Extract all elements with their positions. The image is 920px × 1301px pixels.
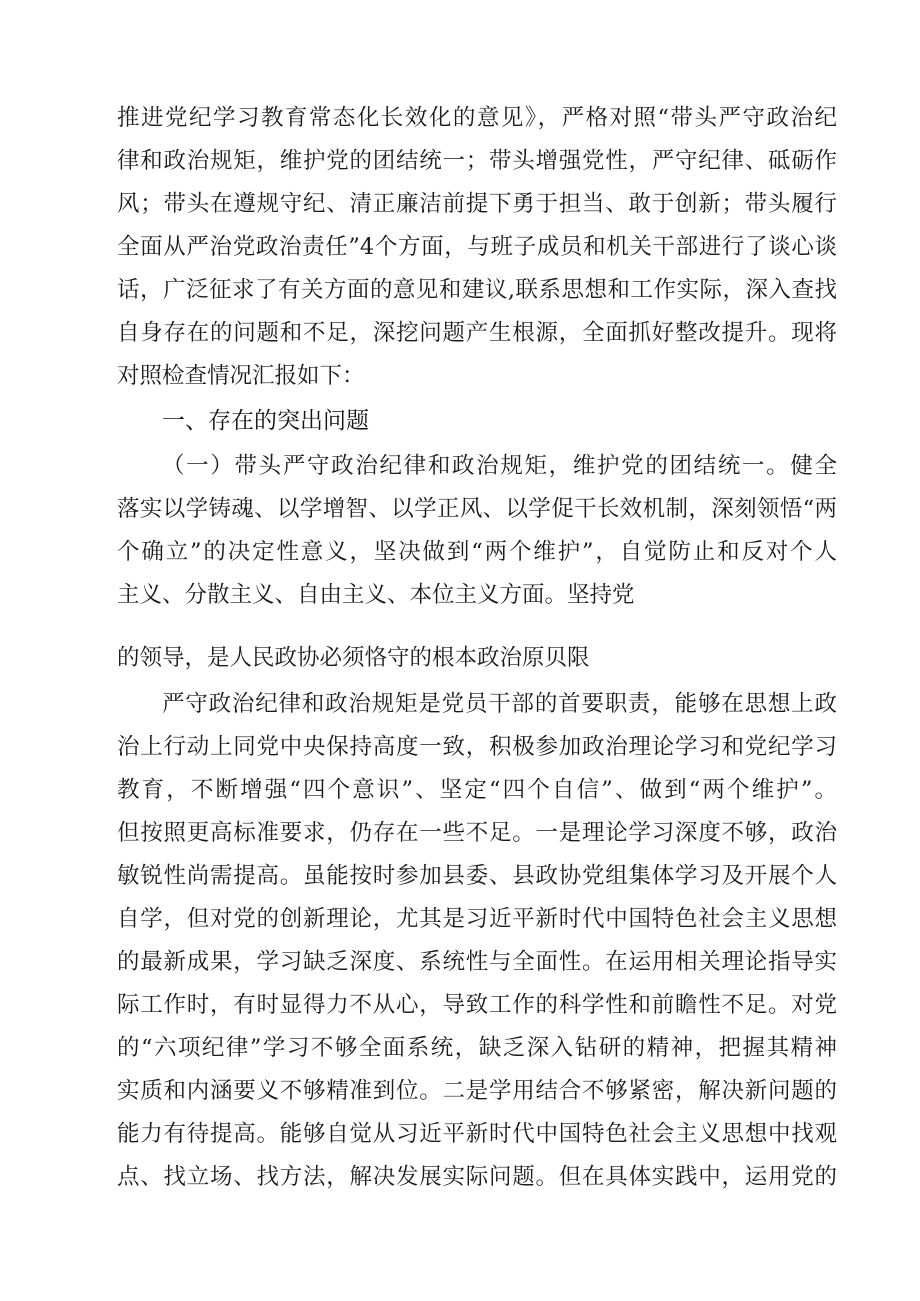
subsection-line-3: 个确立”的决定性意义，坚决做到“两个维护”，自觉防止和反对个人 <box>117 539 837 565</box>
intro-line-7: 对照检查情况汇报如下： <box>117 363 365 389</box>
subsection-line-1: （一）带头严守政治纪律和政治规矩，维护党的团结统一。健全 <box>162 453 837 479</box>
intro-line-4: 全面从严治党政治责任”4个方面，与班子成员和机关干部进行了谈心谈 <box>117 234 837 260</box>
body-line-10: 实质和内涵要义不够精准到位。二是学用结合不够紧密，解决新问题的 <box>117 1078 837 1104</box>
subsection-line-2: 落实以学铸魂、以学增智、以学正风、以学促干长效机制，深刻领悟“两 <box>117 496 837 522</box>
body-line-9: 的“六项纪律”学习不够全面系统，缺乏深入钻研的精神，把握其精神 <box>117 1035 837 1061</box>
body-line-4: 但按照更高标准要求，仍存在一些不足。一是理论学习深度不够，政治 <box>117 820 837 846</box>
body-line-7: 的最新成果，学习缺乏深度、系统性与全面性。在运用相关理论指导实 <box>117 949 837 975</box>
intro-line-3: 风；带头在遵规守纪、清正廉洁前提下勇于担当、敢于创新；带头履行 <box>117 191 837 217</box>
intro-line-6: 自身存在的问题和不足，深挖问题产生根源，全面抓好整改提升。现将 <box>117 320 837 346</box>
gap-line-1: 的领导，是人民政协必须恪守的根本政治原贝限 <box>117 645 590 671</box>
body-line-3: 教育，不断增强“四个意识”、坚定“四个自信”、做到“两个维护”。 <box>117 777 837 803</box>
body-line-1: 严守政治纪律和政治规矩是党员干部的首要职责，能够在思想上政 <box>162 691 837 717</box>
body-line-6: 自学，但对党的创新理论，尤其是习近平新时代中国特色社会主义思想 <box>117 906 837 932</box>
body-line-8: 际工作时，有时显得力不从心，导致工作的科学性和前瞻性不足。对党 <box>117 992 837 1018</box>
body-line-5: 敏锐性尚需提高。虽能按时参加县委、县政协党组集体学习及开展个人 <box>117 863 837 889</box>
body-line-2: 治上行动上同党中央保持高度一致，积极参加政治理论学习和党纪学习 <box>117 734 837 760</box>
body-line-12: 点、找立场、找方法，解决发展实际问题。但在具体实践中，运用党的 <box>117 1164 837 1190</box>
body-line-11: 能力有待提高。能够自觉从习近平新时代中国特色社会主义思想中找观 <box>117 1121 837 1147</box>
intro-line-2: 律和政治规矩，维护党的团结统一；带头增强党性，严守纪律、砥砺作 <box>117 148 837 174</box>
intro-line-5: 话，广泛征求了有关方面的意见和建议,联系思想和工作实际，深入查找 <box>117 277 837 303</box>
subsection-line-4: 主义、分散主义、自由主义、本位主义方面。坚持党 <box>117 582 635 608</box>
section-heading: 一、存在的突出问题 <box>162 408 369 434</box>
intro-line-1: 推进党纪学习教育常态化长效化的意见》，严格对照“带头严守政治纪 <box>117 105 837 131</box>
